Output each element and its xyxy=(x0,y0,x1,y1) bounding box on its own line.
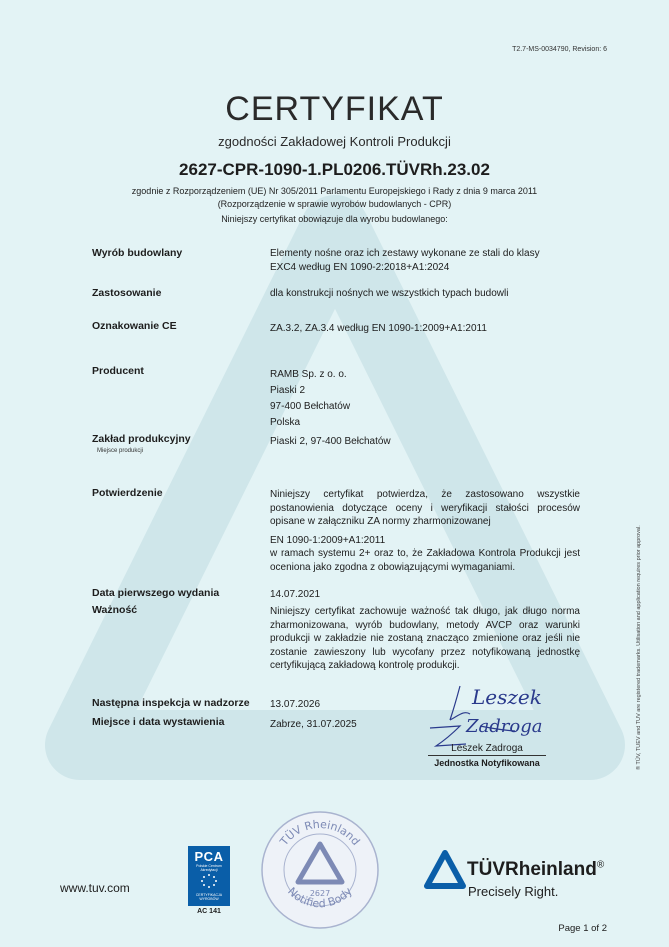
stamp-bottom-text: Notified Body xyxy=(285,884,355,911)
issue-place-value: Zabrze, 31.07.2025 xyxy=(270,719,357,730)
confirmation-text xyxy=(270,488,580,574)
signature-script: Leszek xyxy=(472,685,542,709)
pca-subtext: CERTYFIKACJA xyxy=(195,893,223,897)
producer-value xyxy=(270,367,350,431)
product-label: Wyrób budowlany xyxy=(92,247,183,259)
confirmation-paragraph: Niniejszy certyfikat potwierdza, że zastosowano wszystkie postanowienia dotyczące oceny i weryfikacji stałości procesów opisane w załączniku ZA normy zharmonizowanej xyxy=(270,489,580,527)
confirmation-standard: EN 1090-1:2009+A1:2011 xyxy=(270,534,386,546)
next-inspection-label: Następna inspekcja w nadzorze xyxy=(92,697,250,709)
pca-label: PCA xyxy=(194,849,224,864)
signatory-role: Jednostka Notyfikowana xyxy=(434,758,540,768)
signature-line xyxy=(428,755,546,756)
product-value-line: Elementy nośne oraz ich zestawy wykonane ze stali do klasy xyxy=(270,248,540,259)
producer-city: 97-400 Bełchatów xyxy=(270,401,351,412)
pca-accreditation-logo xyxy=(188,846,230,906)
document-reference: T2.7-MS-0034790, Revision: 6 xyxy=(512,46,607,53)
pca-subtext: Polskie Centrum xyxy=(196,864,222,868)
regulation-line: zgodnie z Rozporządzeniem (UE) Nr 305/2011 Parlamentu Europejskiego i Rady z dnia 9 marca 2011 xyxy=(131,186,538,196)
pca-subtext: Akredytacji xyxy=(200,868,218,872)
next-inspection-value: 13.07.2026 xyxy=(270,699,321,710)
confirmation-label: Potwierdzenie xyxy=(92,487,163,499)
product-value-line: EXC4 według EN 1090-2:2018+A1:2024 xyxy=(270,261,450,273)
registered-mark: ® xyxy=(596,859,605,871)
page-title: CERTYFIKAT xyxy=(225,90,444,128)
first-issue-label: Data pierwszego wydania xyxy=(92,587,220,599)
plant-value: Piaski 2, 97-400 Bełchatów xyxy=(270,436,391,447)
product-value xyxy=(270,247,540,274)
regulation-line: Niniejszy certyfikat obowiązuje dla wyrobu budowlanego: xyxy=(221,214,448,224)
notified-body-stamp xyxy=(258,808,382,932)
plant-sublabel: Miejsce produkcji xyxy=(97,448,144,454)
stamp-top-text: TÜV Rheinland xyxy=(277,817,363,848)
signatory-name: Leszek Zadroga xyxy=(451,743,523,754)
producer-country: Polska xyxy=(270,417,301,428)
first-issue-value: 14.07.2021 xyxy=(270,589,321,600)
signature-script: Zadroga xyxy=(466,716,543,737)
website-link[interactable]: www.tuv.com xyxy=(60,881,130,895)
page-number: Page 1 of 2 xyxy=(558,923,607,934)
producer-street: Piaski 2 xyxy=(270,385,306,396)
plant-label: Zakład produkcyjny xyxy=(92,433,191,445)
trademark-note: ® TÜV, TUEV and TUV are registered trademarks. Utilisation and application requires prior approval. xyxy=(636,525,642,770)
validity-label: Ważność xyxy=(92,604,138,616)
brand-name xyxy=(467,859,604,881)
tuv-triangle-logo-icon xyxy=(424,850,466,890)
issue-place-label: Miejsce i data wystawienia xyxy=(92,716,225,728)
confirmation-paragraph: w ramach systemu 2+ oraz to, że Zakładowa Kontrola Produkcji jest oceniona jako zgodna z obowiązującymi wymaganiami. xyxy=(270,548,580,573)
validity-value: Niniejszy certyfikat zachowuje ważność tak długo, jak długo norma zharmonizowana, wyrób budowlany, metody AVCP oraz warunki produkcji w zakładzie nie zostaną znacząco zmienione oraz jeśli nie zostanie zawieszony lub wycofany przez notyfikowaną jednostkę certyfikującą zakładową kontrolę produkcji. xyxy=(270,606,580,671)
page-subtitle: zgodności Zakładowej Kontroli Produkcji xyxy=(218,134,451,149)
brand-name-text: TÜVRheinland xyxy=(467,859,597,880)
ce-label: Oznakowanie CE xyxy=(92,320,177,332)
pca-subtext: WYROBÓW xyxy=(199,897,219,901)
ce-value: ZA.3.2, ZA.3.4 według EN 1090-1:2009+A1:2011 xyxy=(270,323,487,334)
pca-code: AC 141 xyxy=(197,908,221,915)
producer-label: Producent xyxy=(92,365,144,377)
brand-slogan: Precisely Right. xyxy=(468,884,559,899)
pca-stars-icon xyxy=(188,872,230,888)
regulation-line: (Rozporządzenie w sprawie wyrobów budowlanych - CPR) xyxy=(217,199,452,209)
producer-name: RAMB Sp. z o. o. xyxy=(270,369,347,380)
stamp-number: 2627 xyxy=(309,889,331,898)
certificate-number: 2627-CPR-1090-1.PL0206.TÜVRh.23.02 xyxy=(179,160,490,179)
use-label: Zastosowanie xyxy=(92,287,162,299)
use-value: dla konstrukcji nośnych we wszystkich typach budowli xyxy=(270,288,509,299)
